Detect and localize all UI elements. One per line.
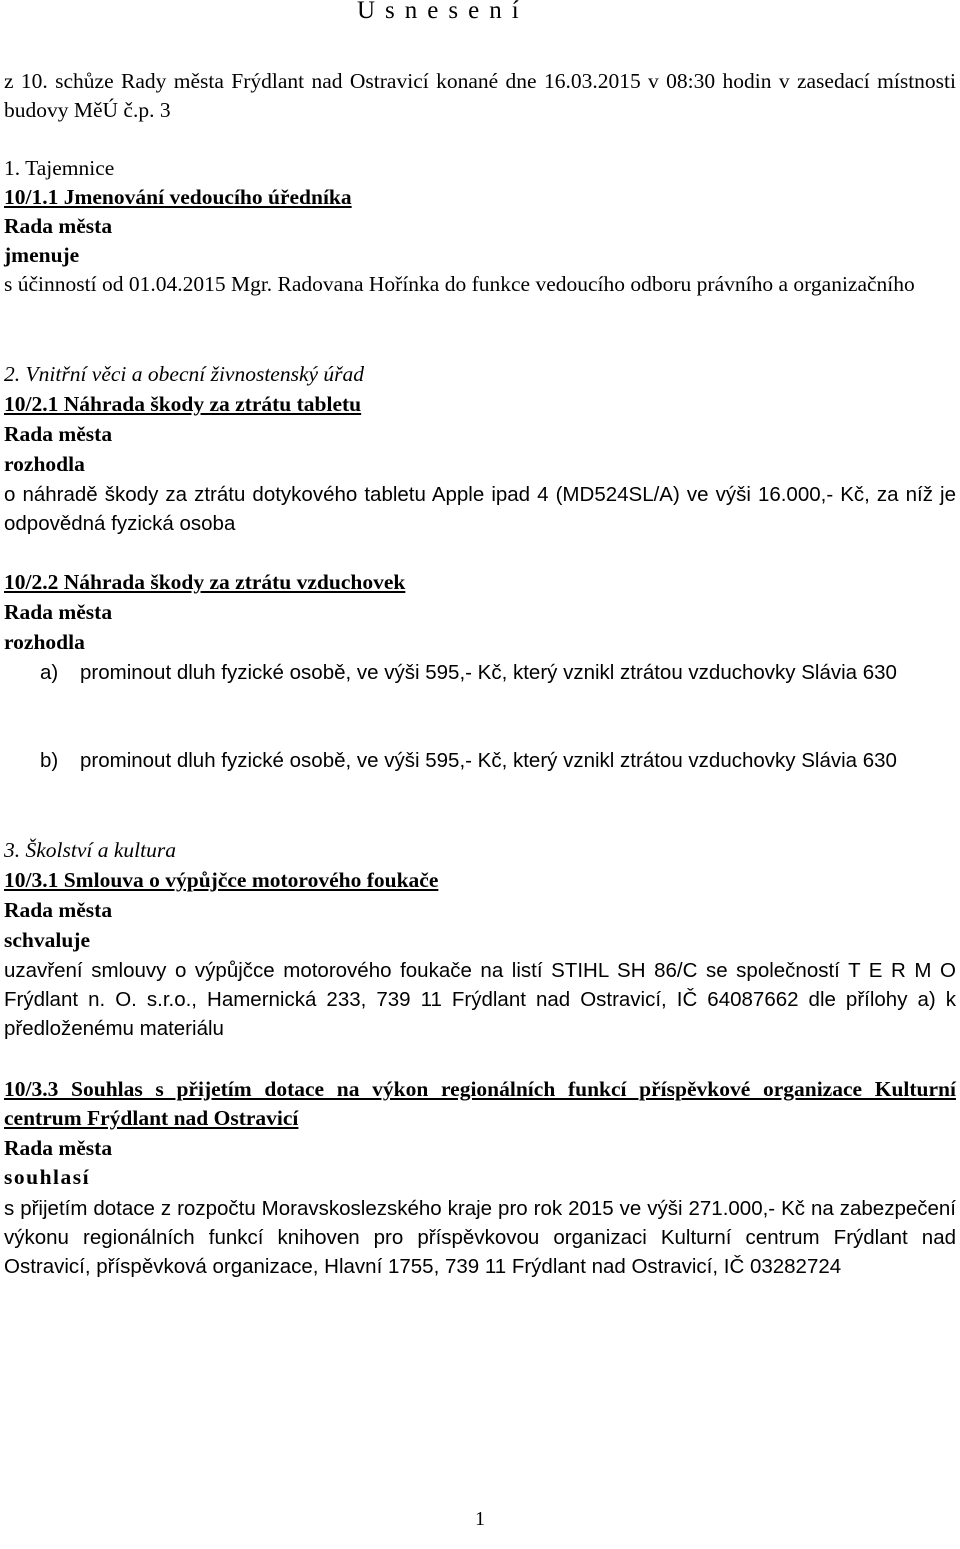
item-verb: schvaluje [4,928,90,952]
intro-paragraph: z 10. schůze Rady města Frýdlant nad Ostravicí konané dne 16.03.2015 v 08:30 hodin v zasedací místnosti budovy MěÚ č.p. 3 [4,69,956,122]
item-text: s účinností od 01.04.2015 Mgr. Radovana Hořínka do funkce vedoucího odboru právního a organizačního [4,272,915,296]
list-item-b [40,746,956,775]
item-title-10-3-1: 10/3.1 Smlouva o výpůjčce motorového foukače [4,868,439,892]
item-verb: jmenuje [4,243,80,267]
item-text: uzavření smlouvy o výpůjčce motorového foukače na listí STIHL SH 86/C se společností T E R M O Frýdlant n. O. s.r.o., Hamernická 233, 739 11 Frýdlant nad Ostravicí, IČ 64087662 dle přílohy a) k předloženému materiálu [4,959,956,1040]
page-title: Usnesení [357,0,529,24]
page-number: 1 [475,1508,485,1530]
item-actor: Rada města [4,422,113,446]
list-item-text: prominout dluh fyzické osobě, ve výši 595,- Kč, který vznikl ztrátou vzduchovky Slávia 630 [80,661,897,684]
list-item-text: prominout dluh fyzické osobě, ve výši 595,- Kč, který vznikl ztrátou vzduchovky Slávia 630 [80,749,897,772]
item-actor: Rada města [4,898,113,922]
section-heading-2: 2. Vnitřní věci a obecní živnostenský úřad [4,362,365,386]
item-title-10-1-1: 10/1.1 Jmenování vedoucího úředníka [4,185,352,209]
item-verb: rozhodla [4,452,85,476]
section-heading-1: 1. Tajemnice [4,156,115,180]
item-text: s přijetím dotace z rozpočtu Moravskoslezského kraje pro rok 2015 ve výši 271.000,- Kč na zabezpečení výkonu regionálních funkcí knihoven pro příspěvkovou organizaci Kulturní centrum Frýdlant nad Ostravicí, příspěvková organizace, Hlavní 1755, 739 11 Frýdlant nad Ostravicí, IČ 03282724 [4,1197,956,1278]
list-marker: a) [40,661,59,684]
item-verb: rozhodla [4,630,85,654]
item-title-10-2-1: 10/2.1 Náhrada škody za ztrátu tabletu [4,392,362,416]
list-marker: b) [40,749,59,772]
section-heading-3: 3. Školství a kultura [4,838,176,862]
item-actor: Rada města [4,1136,113,1160]
item-text: o náhradě škody za ztrátu dotykového tabletu Apple ipad 4 (MD524SL/A) ve výši 16.000,- Kč, za níž je odpovědná fyzická osoba [4,483,956,535]
item-actor: Rada města [4,600,113,624]
item-actor: Rada města [4,214,113,238]
item-verb: souhlasí [4,1165,91,1189]
list-item-a [40,658,956,687]
item-title-10-3-3: 10/3.3 Souhlas s přijetím dotace na výkon regionálních funkcí příspěvkové organizace Kulturní centrum Frýdlant nad Ostravicí [4,1077,956,1130]
item-title-10-2-2: 10/2.2 Náhrada škody za ztrátu vzduchovek [4,570,406,594]
